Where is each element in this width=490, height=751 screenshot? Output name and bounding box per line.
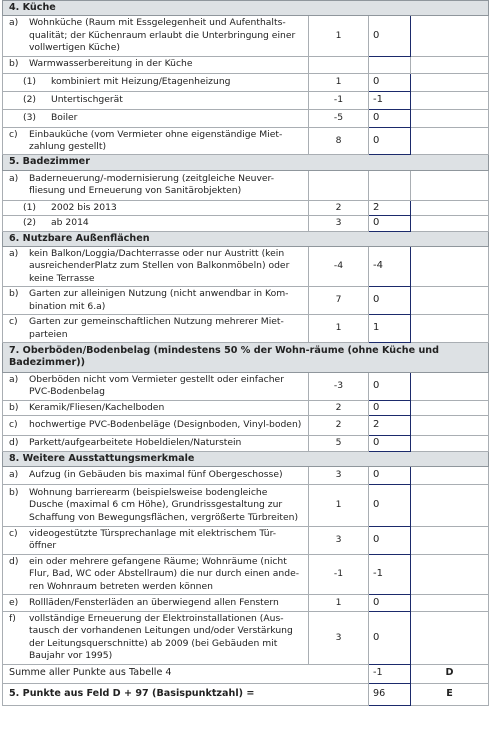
criterion-key: b) <box>9 58 19 70</box>
criterion-description <box>3 400 309 415</box>
criterion-points: 8 <box>309 127 369 155</box>
criterion-row <box>3 554 489 594</box>
criterion-row <box>3 436 489 451</box>
points-answer-field[interactable]: 0 <box>369 611 411 664</box>
criterion-points: 1 <box>309 16 369 56</box>
criterion-points: 2 <box>309 416 369 436</box>
criterion-points <box>309 56 369 73</box>
criterion-key: a) <box>9 172 19 184</box>
criterion-points: -3 <box>309 372 369 400</box>
criterion-text: Keramik/Fliesen/Kachelboden <box>29 401 165 413</box>
criterion-description <box>3 315 309 343</box>
criterion-row <box>3 611 489 664</box>
total-field-letter: E <box>411 683 489 705</box>
criterion-row <box>3 56 489 73</box>
margin-cell <box>411 170 489 200</box>
criterion-row <box>3 400 489 415</box>
margin-cell <box>411 56 489 73</box>
criterion-description <box>3 247 309 287</box>
criterion-text: Parkett/aufgearbeitete Hobeldielen/Naturstein <box>29 437 242 449</box>
criterion-points: -1 <box>309 554 369 594</box>
points-answer-field[interactable]: 0 <box>369 73 411 91</box>
criterion-row <box>3 247 489 287</box>
criterion-text: kein Balkon/Loggia/Dachterrasse oder nur Austritt (kein ausreichenderPlatz zum Stellen von Balkonmöbeln) oder keine Terrasse <box>29 248 290 284</box>
margin-cell <box>411 315 489 343</box>
criterion-description <box>3 436 309 451</box>
criterion-description <box>3 287 309 315</box>
margin-cell <box>411 372 489 400</box>
criterion-key: e) <box>9 596 19 608</box>
points-answer-field[interactable]: 2 <box>369 416 411 436</box>
criterion-key: (1) <box>23 201 37 213</box>
criterion-key: c) <box>9 527 18 539</box>
criterion-description <box>3 56 309 73</box>
criterion-points: -4 <box>309 247 369 287</box>
margin-cell <box>411 216 489 231</box>
points-answer-field[interactable]: 0 <box>369 16 411 56</box>
criterion-description <box>3 611 309 664</box>
criterion-points: -5 <box>309 109 369 127</box>
points-form-sheet <box>2 0 488 706</box>
criterion-text: Wohnküche (Raum mit Essgelegenheit und Aufenthalts-qualität; der Küchenraum erlaubt die Unterbringung einer vollwertigen Küche) <box>29 17 296 54</box>
points-answer-field[interactable]: 0 <box>369 216 411 231</box>
section-title: 7. Oberböden/Bodenbelag (mindestens 50 % der Wohn-räume (ohne Küche und Badezimmer)) <box>3 342 489 372</box>
margin-cell <box>411 611 489 664</box>
points-answer-field[interactable]: -1 <box>369 91 411 109</box>
criterion-key: (2) <box>23 217 37 229</box>
criterion-key: d) <box>9 555 19 567</box>
criterion-text: ab 2014 <box>51 217 89 229</box>
criterion-text: hochwertige PVC-Bodenbeläge (Designboden, Vinyl-boden) <box>29 419 302 431</box>
criterion-key: b) <box>9 401 19 413</box>
section-header-row <box>3 155 489 170</box>
criterion-description <box>3 594 309 611</box>
criterion-points: 5 <box>309 436 369 451</box>
criterion-key: b) <box>9 486 19 498</box>
criterion-text: vollständige Erneuerung der Elektroinstallationen (Aus-tausch der vorhandenen Leitungen und/oder Verstärkung der Leitungsquerschnitte) ab 2009 (bei Gebäuden mit Baujahr vor 1995) <box>29 612 293 662</box>
section-title: 8. Weitere Ausstattungsmerkmale <box>3 451 489 466</box>
points-answer-field[interactable]: 0 <box>369 526 411 554</box>
criterion-text: Oberböden nicht vom Vermieter gestellt oder einfacher PVC-Bodenbelag <box>29 373 284 398</box>
criterion-key: b) <box>9 288 19 300</box>
margin-cell <box>411 594 489 611</box>
criterion-key: f) <box>9 612 16 624</box>
section-header-row <box>3 342 489 372</box>
section-header-row <box>3 451 489 466</box>
criterion-text: 2002 bis 2013 <box>51 201 117 213</box>
points-answer-field[interactable]: -1 <box>369 554 411 594</box>
section-header-row <box>3 1 489 16</box>
criterion-row <box>3 200 489 215</box>
criterion-points: -1 <box>309 91 369 109</box>
criterion-row <box>3 594 489 611</box>
sum-row <box>3 664 489 683</box>
criterion-description <box>3 127 309 155</box>
criterion-description <box>3 170 309 200</box>
margin-cell <box>411 287 489 315</box>
table-body <box>3 1 489 706</box>
margin-cell <box>411 526 489 554</box>
points-answer-field[interactable]: 0 <box>369 109 411 127</box>
margin-cell <box>411 554 489 594</box>
margin-cell <box>411 247 489 287</box>
criterion-key: a) <box>9 248 19 260</box>
criterion-points: 3 <box>309 216 369 231</box>
criterion-description <box>3 372 309 400</box>
points-answer-field[interactable]: -4 <box>369 247 411 287</box>
criterion-row <box>3 109 489 127</box>
margin-cell <box>411 436 489 451</box>
sum-value-field[interactable]: -1 <box>369 664 411 683</box>
criterion-description <box>3 554 309 594</box>
criterion-description <box>3 466 309 484</box>
criterion-points: 7 <box>309 287 369 315</box>
criterion-key: (2) <box>23 93 37 105</box>
criterion-points: 3 <box>309 526 369 554</box>
criterion-text: videogestützte Türsprechanlage mit elektrischem Tür-öffner <box>29 527 277 552</box>
criterion-text: ein oder mehrere gefangene Räume; Wohnräume (nicht Flur, Bad, WC oder Abstellraum) die nur durch einen ande-ren Wohnraum betreten werden können <box>29 555 300 592</box>
criterion-points: 3 <box>309 611 369 664</box>
total-label: 5. Punkte aus Feld D + 97 (Basispunktzahl) = <box>3 683 369 705</box>
margin-cell <box>411 400 489 415</box>
criterion-row <box>3 73 489 91</box>
section-title: 4. Küche <box>3 1 489 16</box>
criterion-key: a) <box>9 17 19 29</box>
criterion-text: Einbauküche (vom Vermieter ohne eigenständige Miet-zahlung gestellt) <box>29 128 283 153</box>
criterion-text: Garten zur gemeinschaftlichen Nutzung mehrerer Miet-parteien <box>29 316 284 340</box>
criterion-text: Warmwasserbereitung in der Küche <box>29 58 193 70</box>
criterion-description <box>3 200 309 215</box>
criterion-text: Baderneuerung/-modernisierung (zeitgleiche Neuver-fliesung und Erneuerung von Sanitärobjekten) <box>29 172 275 197</box>
criterion-description <box>3 484 309 526</box>
criterion-points: 1 <box>309 73 369 91</box>
criterion-row <box>3 315 489 343</box>
criterion-key: c) <box>9 128 18 140</box>
criterion-description <box>3 16 309 56</box>
empty-answer-cell <box>369 170 411 200</box>
points-answer-field[interactable]: 0 <box>369 287 411 315</box>
points-answer-field[interactable]: 0 <box>369 127 411 155</box>
criterion-row <box>3 466 489 484</box>
criterion-text: Garten zur alleinigen Nutzung (nicht anwendbar in Kom-bination mit 6.a) <box>29 288 289 312</box>
criterion-description <box>3 91 309 109</box>
margin-cell <box>411 73 489 91</box>
total-row <box>3 683 489 705</box>
criterion-row <box>3 526 489 554</box>
criterion-row <box>3 416 489 436</box>
criterion-row <box>3 127 489 155</box>
margin-cell <box>411 109 489 127</box>
criterion-points: 2 <box>309 400 369 415</box>
margin-cell <box>411 484 489 526</box>
criterion-description <box>3 216 309 231</box>
points-answer-field[interactable]: 0 <box>369 484 411 526</box>
criterion-text: Wohnung barrierearm (beispielsweise bodengleiche Dusche (maximal 6 cm Höhe), Grundrissgestaltung zur Schaffung von Bewegungsflächen, vergrößerte Türbreiten) <box>29 486 299 523</box>
criterion-row <box>3 216 489 231</box>
criterion-key: (3) <box>23 111 37 123</box>
total-value-field[interactable]: 96 <box>369 683 411 705</box>
criterion-row <box>3 372 489 400</box>
sum-field-letter: D <box>411 664 489 683</box>
points-answer-field[interactable]: 0 <box>369 594 411 611</box>
criterion-key: c) <box>9 316 18 328</box>
criterion-key: c) <box>9 419 18 431</box>
criterion-row <box>3 91 489 109</box>
sum-label: Summe aller Punkte aus Tabelle 4 <box>3 664 369 683</box>
criterion-points: 3 <box>309 466 369 484</box>
margin-cell <box>411 200 489 215</box>
points-answer-field[interactable]: 0 <box>369 372 411 400</box>
criterion-points <box>309 170 369 200</box>
criterion-text: Rollläden/Fensterläden an überwiegend allen Fenstern <box>29 596 279 608</box>
criterion-key: (1) <box>23 75 37 87</box>
criterion-text: Boiler <box>51 111 78 123</box>
points-answer-field[interactable]: 0 <box>369 400 411 415</box>
criterion-points: 1 <box>309 594 369 611</box>
margin-cell <box>411 127 489 155</box>
section-title: 5. Badezimmer <box>3 155 489 170</box>
criterion-points: 1 <box>309 484 369 526</box>
points-answer-field[interactable]: 1 <box>369 315 411 343</box>
criterion-points: 1 <box>309 315 369 343</box>
criterion-text: kombiniert mit Heizung/Etagenheizung <box>51 75 231 87</box>
criterion-row <box>3 16 489 56</box>
points-answer-field[interactable]: 0 <box>369 466 411 484</box>
section-header-row <box>3 231 489 246</box>
criterion-description <box>3 526 309 554</box>
criterion-row <box>3 287 489 315</box>
points-answer-field[interactable]: 2 <box>369 200 411 215</box>
margin-cell <box>411 466 489 484</box>
criterion-key: d) <box>9 437 19 449</box>
margin-cell <box>411 416 489 436</box>
criterion-row <box>3 170 489 200</box>
margin-cell <box>411 16 489 56</box>
criterion-text: Aufzug (in Gebäuden bis maximal fünf Obergeschosse) <box>29 469 283 481</box>
criterion-key: a) <box>9 469 19 481</box>
criterion-key: a) <box>9 373 19 385</box>
criterion-points: 2 <box>309 200 369 215</box>
margin-cell <box>411 91 489 109</box>
criterion-row <box>3 484 489 526</box>
section-title: 6. Nutzbare Außenflächen <box>3 231 489 246</box>
criterion-description <box>3 109 309 127</box>
criterion-description <box>3 416 309 436</box>
criterion-text: Untertischgerät <box>51 93 123 105</box>
features-points-table <box>2 0 489 706</box>
points-answer-field[interactable]: 0 <box>369 436 411 451</box>
empty-answer-cell <box>369 56 411 73</box>
criterion-description <box>3 73 309 91</box>
